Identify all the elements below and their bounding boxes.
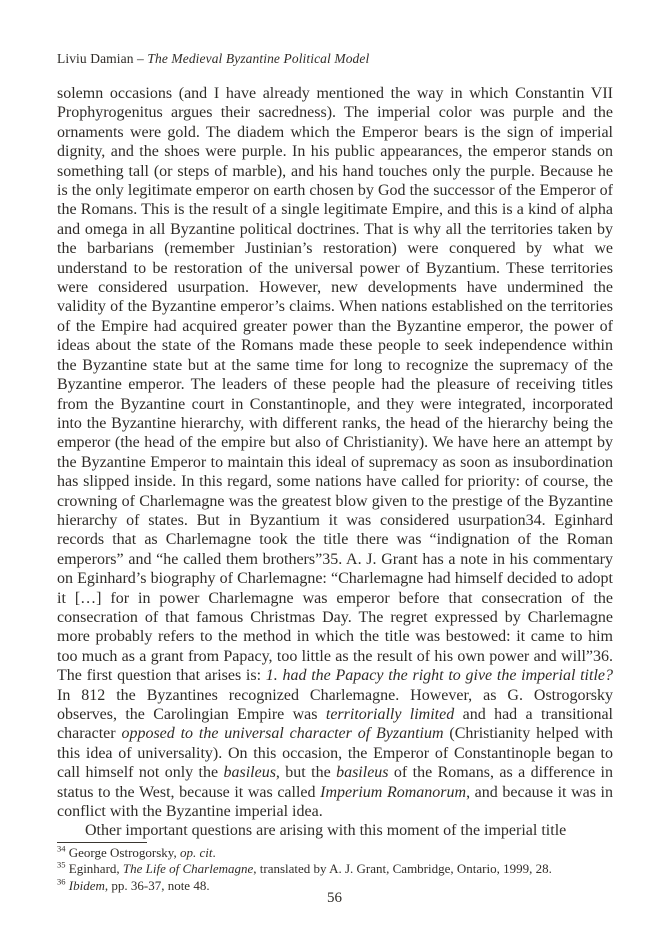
header-book-title: The Medieval Byzantine Political Model <box>147 51 370 66</box>
header-author: Liviu Damian – <box>57 51 148 66</box>
running-header <box>57 51 613 67</box>
footnote <box>57 845 613 862</box>
footnote-text: Eginhard, The Life of Charlemagne, translated by A. J. Grant, Cambridge, Ontario, 1999, 28. <box>65 861 552 877</box>
footnote-number: 35 <box>57 860 66 871</box>
footnote-text: Ibidem, pp. 36-37, note 48. <box>68 878 210 894</box>
body-paragraph: solemn occasions (and I have already mentioned the way in which Constantin VII Prophyrogenitus argues their sacredness). The imperial color was purple and the ornaments were gold. The diadem which the Emperor bears is the sign of imperial dignity, and the shoes were purple. In his public appearances, the emperor stands on something tall (or steps of marble), and his hand touches only the purple. Because he is the only legitimate emperor on earth chosen by God the successor of the Emperor of the Romans. This is the result of a single legitimate Empire, and this is a kind of alpha and omega in all Byzantine political doctrines. That is why all the territories taken by the barbarians (remember Justinian’s restoration) were conquered by what we understand to be restoration of the universal power of Byzantium. These territories were considered usurpation. However, new developments have undermined the validity of the Byzantine emperor’s claims. When nations established on the territories of the Empire had acquired greater power than the Byzantine emperor, the power of ideas about the state of the Romans made these people to seek independence within the Byzantine state but at the same time for long to recognize the supremacy of the Byzantine emperor. The leaders of these people had the pleasure of receiving titles from the Byzantine court in Constantinople, and they were integrated, incorporated into the Byzantine hierarchy, with different ranks, the head of the hierarchy being the emperor (the head of the empire but also of Christianity). We have here an attempt by the Byzantine Emperor to maintain this ideal of supremacy as soon as insubordination has slipped inside. In this regard, some nations have called for priority: of course, the crowning of Charlemagne was the greatest blow given to the prestige of the Byzantine hierarchy of states. But in Byzantium it was considered usurpation34. Eginhard records that as Charlemagne took the title there was “indignation of the Roman emperors” and “he called them brothers”35. A. J. Grant has a note in his commentary on Eginhard’s biography of Charlemagne: “Charlemagne had himself decided to adopt it […] for in power Charlemagne was emperor before that consecration of the consecration of that famous Christmas Day. The regret expressed by Charlemagne more probably refers to the method in which the title was bestowed: it came to him too much as a grant from Papacy, too little as the result of his own power and will”36. The first question that arises is: 1. had the Papacy the right to give the imperial title? In 812 the Byzantines recognized Charlemagne. However, as G. Ostrogorsky observes, the Carolingian Empire was territorially limited and had a transitional character opposed to the universal character of Byzantium (Christianity helped with this idea of universality). On this occasion, the Emperor of Constantinople began to call himself not only the basileus, but the basileus of the Romans, as a difference in status to the West, because it was called Imperium Romanorum, and because it was in conflict with the Byzantine imperial idea. <box>57 85 614 821</box>
footnote-separator <box>57 842 147 843</box>
footnote-number: 34 <box>57 843 66 854</box>
body-paragraph: Other important questions are arising with this moment of the imperial title <box>85 822 567 840</box>
body-text <box>57 84 613 895</box>
footnote-text: George Ostrogorsky, op. cit. <box>65 844 216 860</box>
page-number: 56 <box>327 890 342 906</box>
footnote-list <box>57 845 613 895</box>
footnote-number: 36 <box>57 876 66 887</box>
footnote <box>57 861 613 878</box>
